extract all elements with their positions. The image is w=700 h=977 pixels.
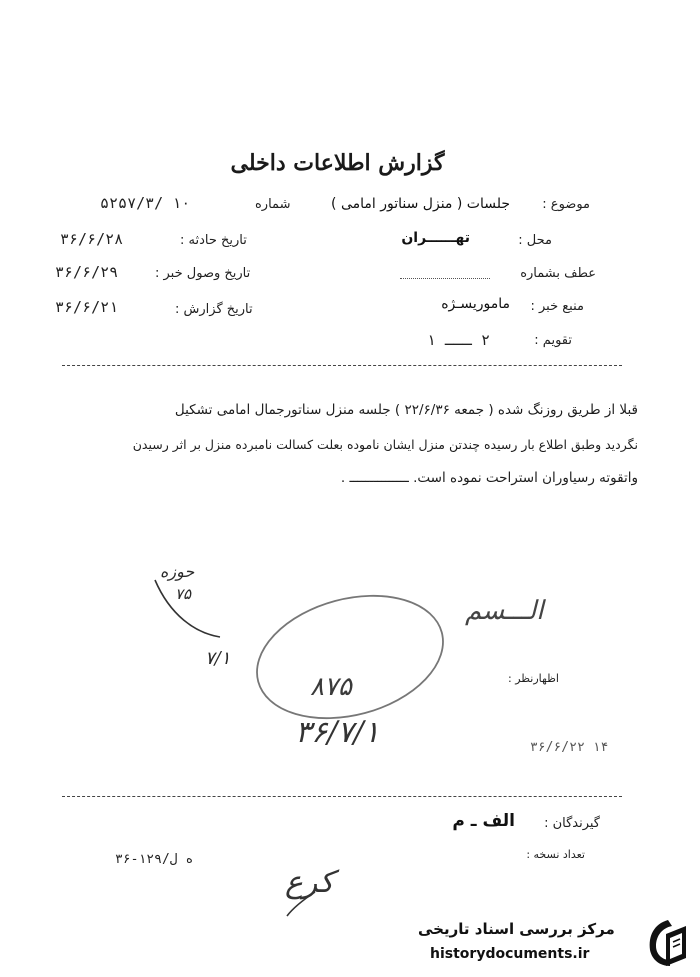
event-date-label: تاریخ حادثه :	[180, 233, 247, 248]
subject-value: جلسات ( منزل سناتور امامی )	[331, 196, 510, 212]
body-line-3: واتقوته رسیاوران استراحت نموده است. ـــــــــــــــ .	[340, 470, 638, 486]
reference-label: عطف بشماره	[520, 266, 596, 281]
receipt-date-value: ۳۶/۶/۲۹	[55, 263, 119, 281]
date-stamp-right: ۳۶/۶/۲۲ ۱۴	[530, 740, 609, 755]
report-title: گزارش اطلاعات داخلی	[230, 150, 445, 176]
opinion-label: اظهارنظر :	[508, 672, 559, 685]
oval-stamp	[250, 585, 450, 730]
recipients-value: الف ـ م	[452, 811, 515, 831]
recipients-label: گیرندگان :	[544, 816, 600, 831]
handwritten-note-1: حوزه	[160, 562, 195, 581]
place-label: محل :	[518, 233, 552, 248]
report-date-label: تاریخ گزارش :	[175, 302, 253, 317]
stamp-number: ۸۷۵	[310, 672, 352, 702]
subject-label: موضوع :	[542, 197, 590, 212]
separator-bottom	[62, 796, 622, 797]
body-line-1: قبلا از طریق روزنگ شده ( جمعه ۲۲/۶/۳۶ ) جلسه منزل سناتورجمال امامی تشکیل	[174, 402, 638, 418]
handwritten-bottom-stroke	[285, 890, 335, 920]
copies-label: تعداد نسخه :	[526, 848, 585, 861]
footer-url: historydocuments.ir	[430, 946, 590, 962]
reference-dots	[400, 268, 490, 279]
handwritten-note-2: ۷۵	[175, 585, 192, 603]
place-value: تهــــــران	[401, 230, 470, 246]
report-date-value: ۳۶/۶/۲۱	[55, 298, 119, 316]
evaluation-value: ۲ ـــ ۱	[426, 331, 490, 349]
source-value: ماموریسـژه	[441, 296, 510, 312]
stamp-date: ۳۶/۷/۱	[295, 715, 380, 750]
number-label: شماره	[255, 197, 291, 212]
separator-top	[62, 365, 622, 366]
handwritten-bottom: کرع	[285, 865, 334, 900]
signature-scribble: الـــسم	[465, 596, 544, 626]
copies-ref-number: ۳۶-۱۲۹/ه ل	[115, 852, 194, 867]
body-line-2: نگردید وطبق اطلاع بار رسیده چندتن منزل ایشان ناموده بعلت کسالت نامبرده منزل بر اثر رسیدن	[132, 437, 638, 452]
handwritten-curve	[150, 575, 230, 645]
source-label: منبع خبر :	[530, 299, 584, 314]
number-value: ۵۲۵۷/۳/ ۱۰	[100, 194, 191, 212]
footer-title: مرکز بررسی اسناد تاریخی	[418, 920, 615, 938]
archive-logo-icon	[642, 916, 694, 970]
evaluation-label: تقویم :	[534, 333, 572, 348]
footer-branding	[410, 912, 700, 977]
handwritten-note-3: ۷/۱	[205, 648, 231, 669]
receipt-date-label: تاریخ وصول خبر :	[155, 266, 251, 281]
event-date-value: ۳۶/۶/۲۸	[60, 230, 124, 248]
